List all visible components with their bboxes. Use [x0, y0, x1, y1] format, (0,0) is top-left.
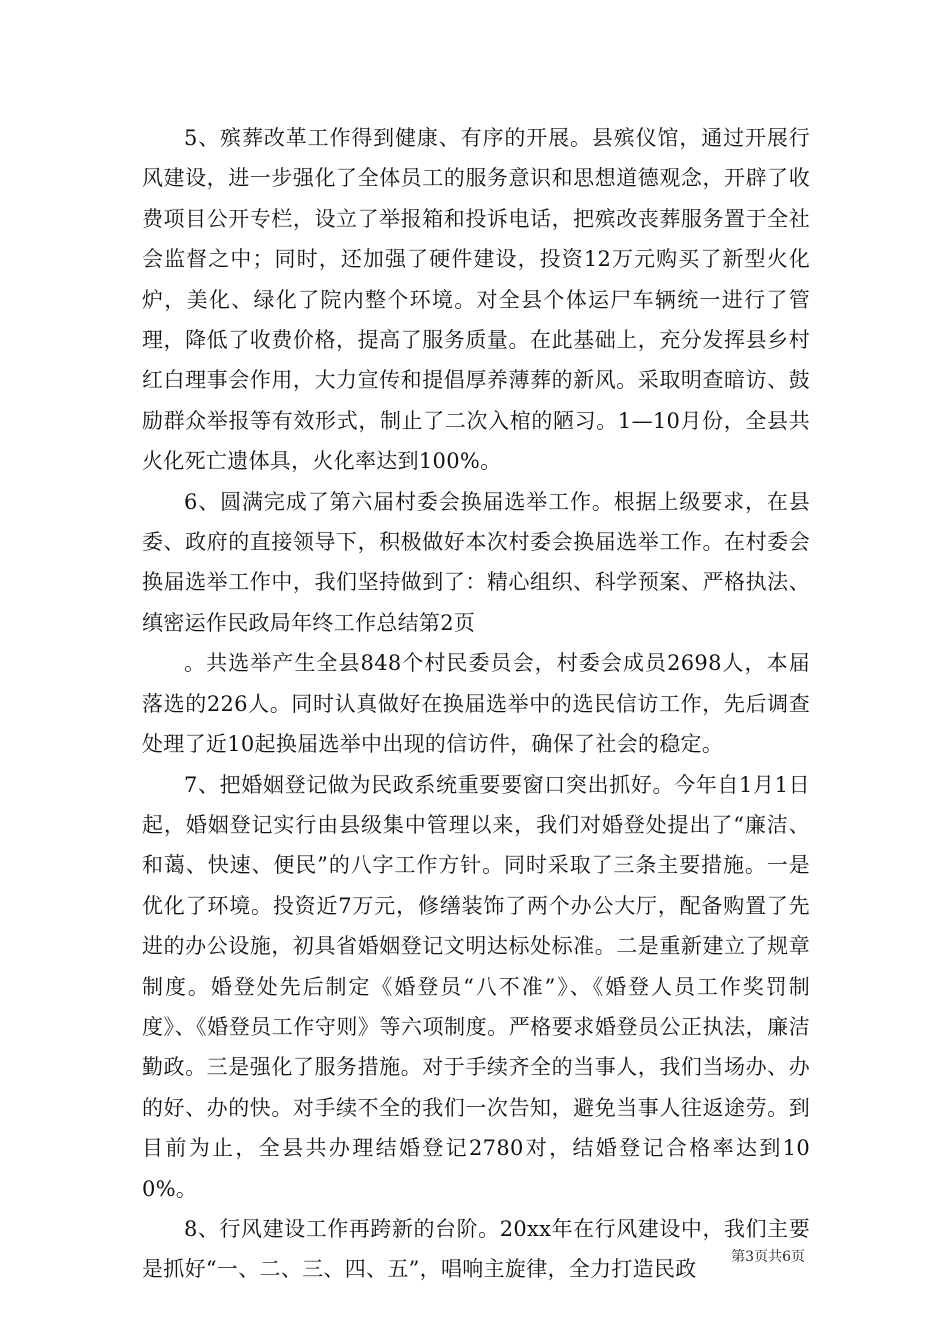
paragraph-funeral-reform: 5、殡葬改革工作得到健康、有序的开展。县殡仪馆，通过开展行风建设，进一步强化了全体员工的服务意识和思想道德观念，开辟了收费项目公开专栏，设立了举报箱和投诉电话，把殡改丧葬服务置于全社会监督之中；同时，还加强了硬件建设，投资12万元购买了新型火化炉，美化、绿化了院内整个环境。对全县个体运尸车辆统一进行了管理，降低了收费价格，提高了服务质量。在此基础上，充分发挥县乡村红白理事会作用，大力宣传和提倡厚养薄葬的新风。采取明查暗访、鼓励群众举报等有效形式，制止了二次入棺的陋习。1—10月份，全县共火化死亡遗体具，火化率达到100%。: [142, 126, 810, 474]
paragraph-election-results: 。共选举产生全县848个村民委员会，村委会成员2698人，本届落选的226人。同时认真做好在换届选举中的选民信访工作，先后调查处理了近10起换届选举中出现的信访件，确保了社会的稳定。: [142, 651, 810, 757]
paragraph-conduct-building: 8、行风建设工作再跨新的台阶。20xx年在行风建设中，我们主要是抓好“一、二、三、四、五”，唱响主旋律，全力打造民政: [142, 1216, 810, 1282]
paragraph-marriage-registration: 7、把婚姻登记做为民政系统重要要窗口突出抓好。今年自1月1日起，婚姻登记实行由县级集中管理以来，我们对婚登处提出了“廉洁、和蔼、快速、便民”的八字工作方针。同时采取了三条主要措施。一是优化了环境。投资近7万元，修缮装饰了两个办公大厅，配备购置了先进的办公设施，初具省婚姻登记文明达标处标准。二是重新建立了规章制度。婚登处先后制定《婚登员“八不准”》、《婚登人员工作奖罚制度》、《婚登员工作守则》等六项制度。严格要求婚登员公正执法，廉洁勤政。三是强化了服务措施。对于手续齐全的当事人，我们当场办、办的好、办的快。对手续不全的我们一次告知，避免当事人往返途劳。到目前为止，全县共办理结婚登记2780对，结婚登记合格率达到100%。: [142, 772, 810, 1201]
page-number-footer: 第3页共6页: [731, 1249, 805, 1265]
paragraph-village-election: 6、圆满完成了第六届村委会换届选举工作。根据上级要求，在县委、政府的直接领导下，积极做好本次村委会换届选举工作。在村委会换届选举工作中，我们坚持做到了：精心组织、科学预案、严格执法、缜密运作民政局年终工作总结第2页: [142, 489, 810, 635]
document-body: [142, 118, 810, 1290]
